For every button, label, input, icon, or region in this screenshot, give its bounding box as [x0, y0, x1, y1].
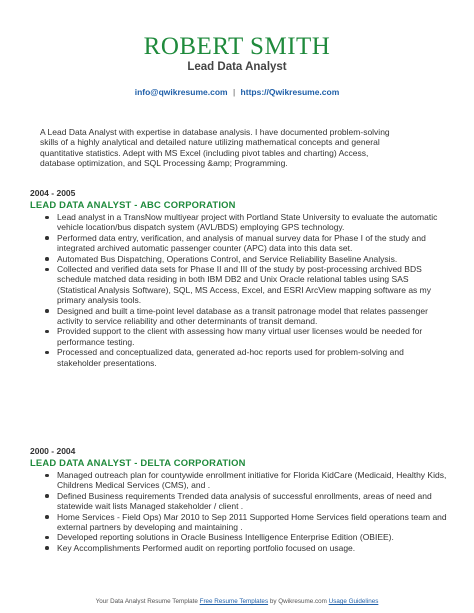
website-link[interactable]: https://Qwikresume.com [240, 87, 340, 97]
bullet-item: Processed and conceptualized data, generated ad-hoc reports used for problem-solving and stakeholder presentations. [57, 347, 450, 368]
footer-text: by Qwikresume.com [269, 598, 327, 605]
bullet-item: Automated Bus Dispatching, Operations Control, and Service Reliability Baseline Analysis. [57, 254, 450, 264]
bullet-item: Developed reporting solutions in Oracle Business Intelligence Enterprise Edition (OBIEE). [57, 532, 450, 542]
job-title: Lead Data Analyst [187, 61, 287, 73]
experience-bullets [30, 212, 450, 368]
free-templates-link[interactable]: Free Resume Templates [199, 598, 269, 605]
experience-entry-2 [30, 446, 450, 553]
email-link[interactable]: info@qwikresume.com [134, 87, 228, 97]
bullet-item: Home Services - Field Ops) Mar 2010 to Sep 2011 Supported Home Services field operations team and external partners by developing and maintaining . [57, 512, 450, 533]
footer-text: Your Data Analyst Resume Template [95, 598, 198, 605]
experience-bullets [30, 470, 450, 553]
bullet-item: Performed data entry, verification, and analysis of manual survey data for Phase I of the study and integrated archived automatic passenger counter (APC) data into this data set. [57, 233, 450, 254]
bullet-item: Defined Business requirements Trended data analysis of successful enrollments, areas of need and statewide wait lists Managed stakeholder / client . [57, 491, 450, 512]
experience-dates: 2000 - 2004 [30, 446, 76, 456]
bullet-item: Key Accomplishments Performed audit on reporting portfolio focused on usage. [57, 543, 450, 553]
candidate-name: ROBERT SMITH [143, 33, 331, 60]
bullet-item: Managed outreach plan for countywide enrollment initiative for Florida KidCare (Medicaid, Healthy Kids, Childrens Medical Services (CMS), and . [57, 470, 450, 491]
experience-role: LEAD DATA ANALYST - ABC CORPORATION [30, 199, 236, 210]
bullet-item: Lead analyst in a TransNow multiyear project with Portland State University to evaluate the automatic vehicle location/bus dispatch system (AVL/BDS) employing GPS technology. [57, 212, 450, 233]
page-footer [0, 598, 474, 606]
bullet-item: Designed and built a time-point level database as a transit patronage model that relates passenger activity to service reliability and other determinants of transit demand. [57, 306, 450, 327]
bullet-item: Collected and verified data sets for Phase II and III of the study by post-processing archived BDS schedule matched data residing in both IBM DB2 and Unix Oracle relational tables using SAS (Statistical Analysis Software), SQL, MS Access, Excel, and ESRI ArcView mapping software as my primary analysis tools. [57, 264, 450, 306]
contact-separator: | [232, 87, 236, 97]
experience-dates: 2004 - 2005 [30, 188, 76, 198]
contact-line [0, 87, 474, 98]
usage-guidelines-link[interactable]: Usage Guidelines [328, 598, 379, 605]
bullet-item: Provided support to the client with assessing how many virtual user licenses would be needed for performance testing. [57, 326, 450, 347]
summary-paragraph: A Lead Data Analyst with expertise in database analysis. I have documented problem-solving skills of a highly analytical and detailed nature utilizing mathematical concepts and general quantitative statistics. Adept with MS Excel (including pivot tables and charting) Access, database optimization, and SQL Processing &amp; Programming. [40, 127, 390, 169]
experience-role: LEAD DATA ANALYST - DELTA CORPORATION [30, 457, 246, 468]
experience-entry-1 [30, 188, 450, 368]
